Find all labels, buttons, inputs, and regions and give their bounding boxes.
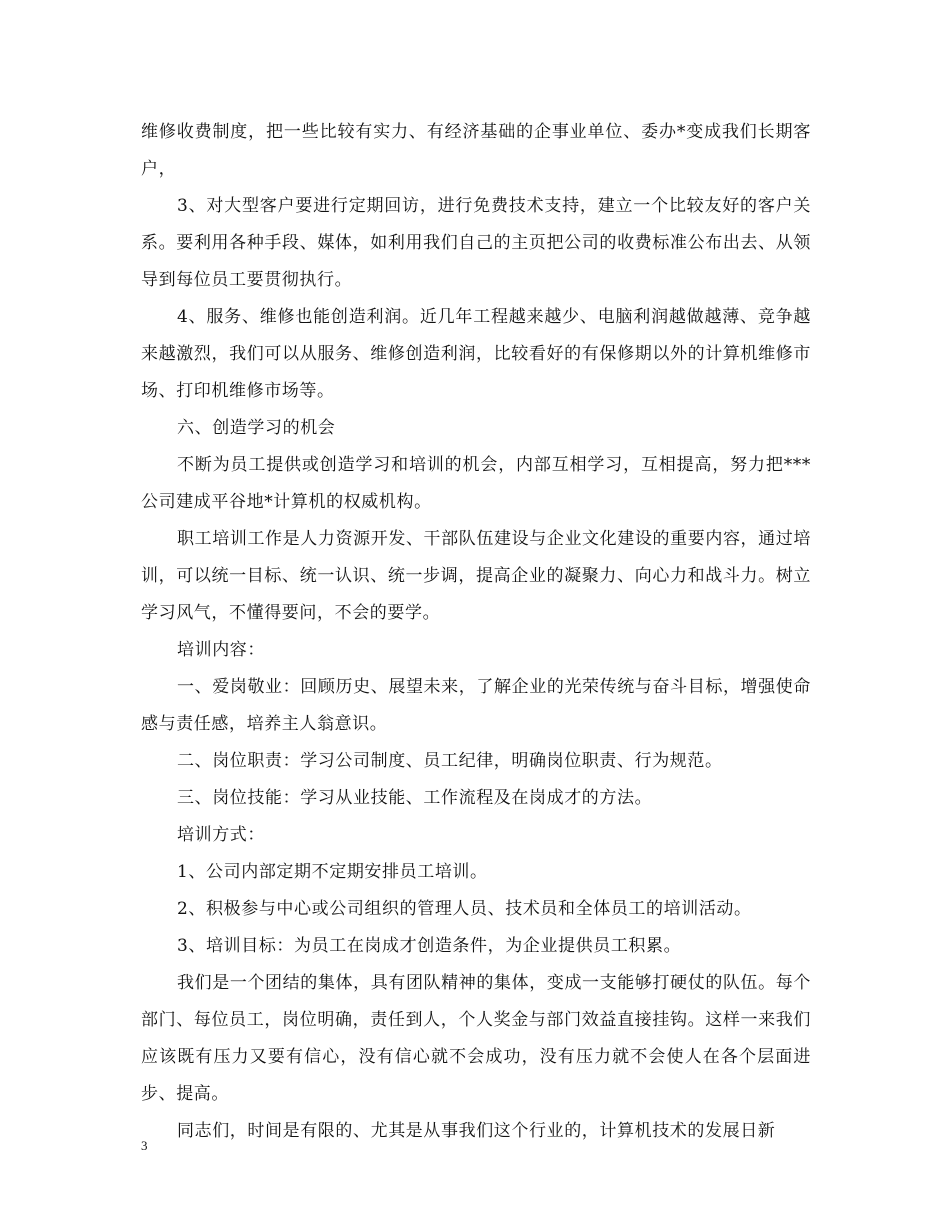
paragraph: 不断为员工提供或创造学习和培训的机会，内部互相学习，互相提高，努力把***公司建成平谷地*计算机的权威机构。 bbox=[141, 455, 811, 512]
paragraph: 维修收费制度，把一些比较有实力、有经济基础的企事业单位、委办*变成我们长期客户， bbox=[141, 122, 811, 179]
paragraph: 3、对大型客户要进行定期回访，进行免费技术支持，建立一个比较友好的客户关系。要利用各种手段、媒体，如利用我们自己的主页把公司的收费标准公布出去、从领导到每位员工要贯彻执行。 bbox=[141, 196, 811, 290]
list-item: 三、岗位技能：学习从业技能、工作流程及在岗成才的方法。 bbox=[177, 788, 653, 808]
list-item: 3、培训目标：为员工在岗成才创造条件，为企业提供员工积累。 bbox=[177, 936, 682, 956]
paragraph: 我们是一个团结的集体，具有团队精神的集体，变成一支能够打硬仗的队伍。每个部门、每位员工，岗位明确，责任到人，个人奖金与部门效益直接挂钩。这样一来我们应该既有压力又要有信心，没有信心就不会成功，没有压力就不会使人在各个层面进步、提高。 bbox=[141, 973, 811, 1104]
page-number: 3 bbox=[141, 1138, 148, 1153]
list-item: 一、爱岗敬业：回顾历史、展望未来，了解企业的光荣传统与奋斗目标，增强使命感与责任感，培养主人翁意识。 bbox=[141, 677, 811, 734]
subheading: 培训内容： bbox=[177, 640, 265, 660]
document-body bbox=[141, 114, 811, 1150]
list-item: 1、公司内部定期不定期安排员工培训。 bbox=[177, 862, 488, 882]
paragraph: 职工培训工作是人力资源开发、干部队伍建设与企业文化建设的重要内容，通过培训，可以统一目标、统一认识、统一步调，提高企业的凝聚力、向心力和战斗力。树立学习风气，不懂得要问，不会的要学。 bbox=[141, 529, 811, 623]
list-item: 二、岗位职责：学习公司制度、员工纪律，明确岗位职责、行为规范。 bbox=[177, 751, 723, 771]
list-item: 2、积极参与中心或公司组织的管理人员、技术员和全体员工的培训活动。 bbox=[177, 899, 752, 919]
paragraph: 同志们，时间是有限的、尤其是从事我们这个行业的，计算机技术的发展日新 bbox=[177, 1121, 776, 1141]
paragraph: 4、服务、维修也能创造利润。近几年工程越来越少、电脑利润越做越薄、竞争越来越激烈，我们可以从服务、维修创造利润，比较看好的有保修期以外的计算机维修市场、打印机维修市场等。 bbox=[141, 307, 811, 401]
section-heading: 六、创造学习的机会 bbox=[177, 418, 336, 438]
subheading: 培训方式： bbox=[177, 825, 265, 845]
